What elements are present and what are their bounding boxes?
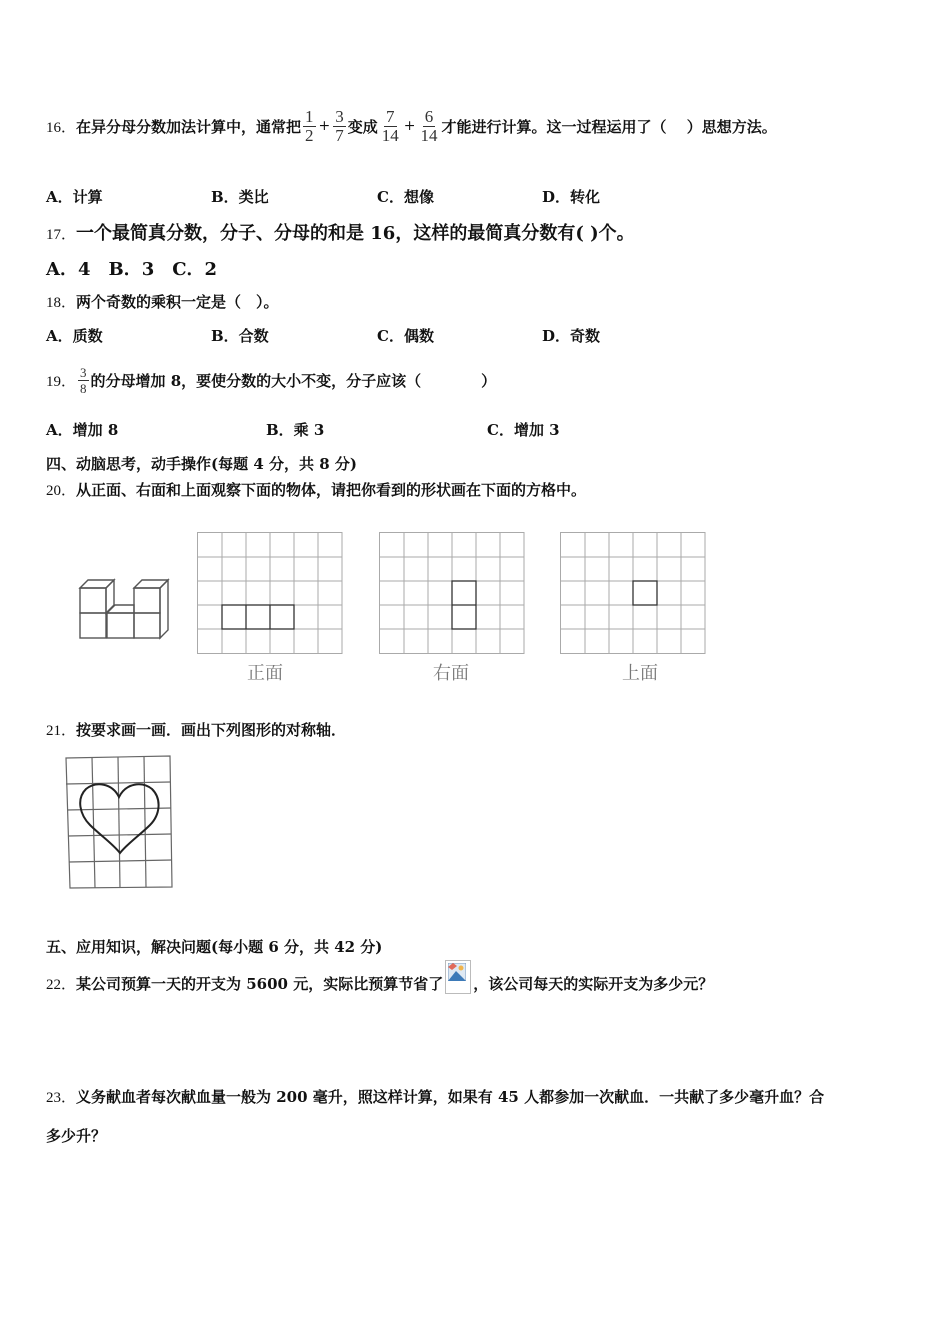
option-c[interactable]: C．想像 — [377, 188, 434, 206]
question-text-continued: 多少升？ — [46, 1127, 107, 1145]
question-text: 一个最简真分数，分子、分母的和是 16，这样的最简真分数有( )个。 — [76, 223, 635, 244]
fraction: $\frac{1}{2}$ — [305, 106, 314, 145]
plus-sign: + — [403, 118, 416, 134]
option-b[interactable]: B．类比 — [211, 188, 269, 206]
question-text: 变成 — [347, 117, 378, 136]
broken-image-icon — [448, 963, 466, 981]
grid-label-top: 上面 — [622, 663, 658, 684]
question-number: 21． — [46, 723, 77, 739]
fraction: $\frac{6}{14}$ — [420, 106, 438, 145]
section-heading: 四、动脑思考，动手操作(每题 4 分，共 8 分) — [46, 455, 357, 473]
question-23 — [46, 1086, 824, 1107]
question-number: 16． — [46, 119, 77, 136]
heart-grid-figure — [64, 755, 176, 891]
question-18 — [46, 291, 279, 312]
plus-sign: + — [318, 118, 331, 134]
fraction: $\frac{7}{14}$ — [381, 106, 399, 145]
question-text: 的分母增加 8，要使分数的大小不变，分子应该（ ） — [90, 371, 497, 390]
options-row[interactable]: A．4 B．3 C．2 — [46, 259, 218, 280]
question-text: 才能进行计算。这一过程运用了（ ）思想方法。 — [441, 117, 777, 136]
option-c[interactable]: C．增加 3 — [487, 421, 560, 439]
question-number: 19． — [46, 373, 77, 390]
question-20 — [46, 479, 586, 500]
question-number: 18． — [46, 295, 77, 311]
question-16 — [46, 98, 777, 154]
section-heading: 五、应用知识，解决问题(每小题 6 分，共 42 分) — [46, 938, 383, 956]
question-19 — [46, 358, 496, 402]
question-number: 22． — [46, 977, 77, 993]
grid-front[interactable] — [197, 532, 345, 656]
question-text: 在异分母分数加法计算中，通常把 — [76, 117, 302, 136]
question-number: 17． — [46, 227, 77, 243]
option-b[interactable]: B．合数 — [211, 327, 269, 345]
image-icon — [445, 960, 471, 994]
fraction: $\frac{3}{8}$ — [80, 364, 87, 396]
option-d[interactable]: D．奇数 — [542, 327, 601, 345]
question-number: 20． — [46, 483, 77, 499]
grid-label-right: 右面 — [433, 663, 469, 684]
question-17 — [46, 219, 635, 245]
question-text: 某公司预算一天的开支为 5600 元，实际比预算节省了 — [76, 975, 444, 993]
question-text: 按要求画一画．画出下列图形的对称轴． — [76, 721, 347, 739]
grid-right[interactable] — [379, 532, 527, 656]
grid-top[interactable] — [560, 532, 708, 656]
question-text: 从正面、右面和上面观察下面的物体，请把你看到的形状画在下面的方格中。 — [76, 481, 587, 499]
option-a[interactable]: A．增加 8 — [46, 421, 119, 439]
option-a[interactable]: A．质数 — [46, 327, 103, 345]
question-21 — [46, 719, 346, 740]
option-c[interactable]: C．偶数 — [377, 327, 434, 345]
question-text: 义务献血者每次献血量一般为 200 毫升，照这样计算，如果有 45 人都参加一次献血．一共献了多少毫升血？合 — [76, 1088, 825, 1106]
question-22 — [46, 958, 713, 994]
question-text: 两个奇数的乘积一定是（ ）。 — [76, 293, 279, 311]
option-d[interactable]: D．转化 — [542, 188, 601, 206]
option-b[interactable]: B．乘 3 — [266, 421, 325, 439]
block-object-figure — [74, 574, 174, 644]
question-text: ，该公司每天的实际开支为多少元？ — [473, 975, 714, 993]
fraction: $\frac{3}{7}$ — [335, 106, 344, 145]
question-number: 23． — [46, 1090, 77, 1106]
grid-label-front: 正面 — [247, 663, 283, 684]
option-a[interactable]: A．计算 — [46, 188, 103, 206]
